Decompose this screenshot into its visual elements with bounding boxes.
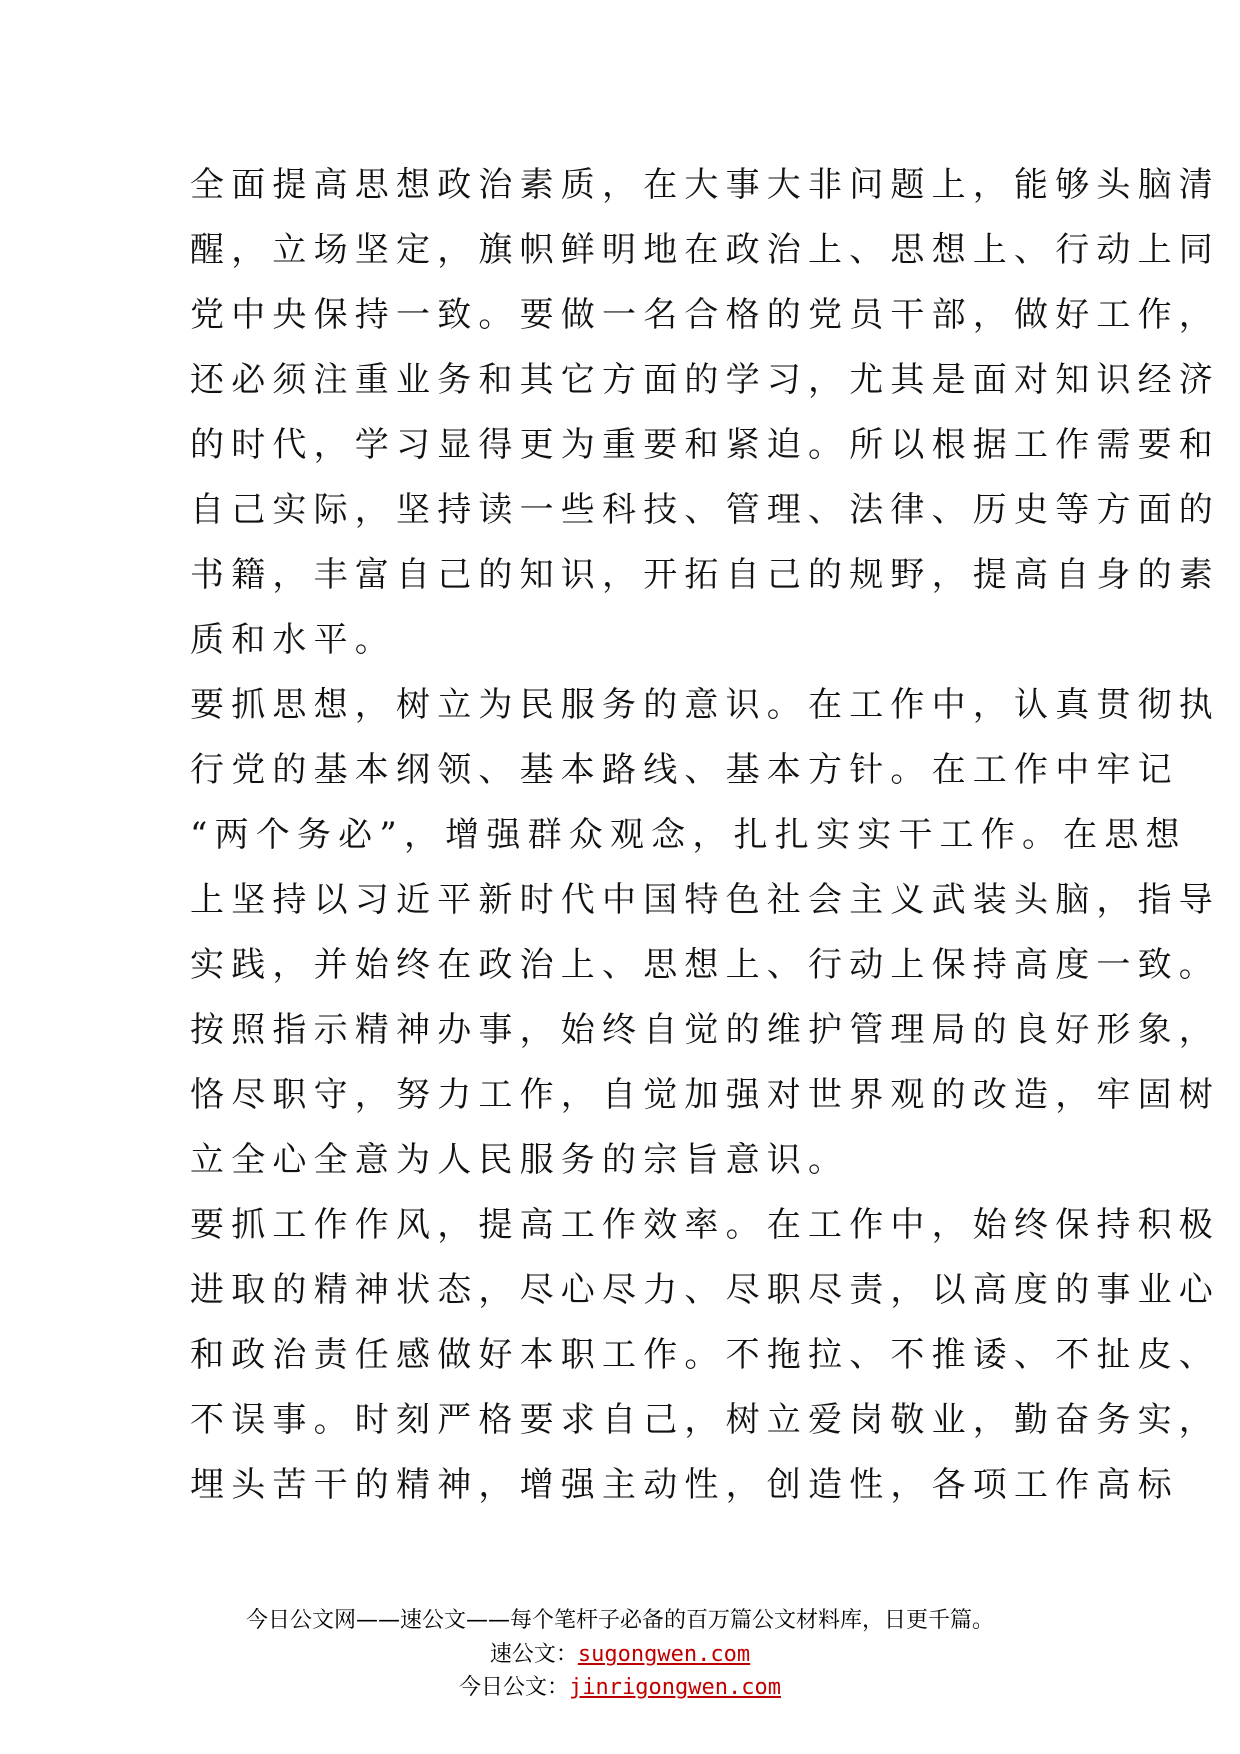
text-line: 进取的精神状态，尽心尽力、尽职尽责，以高度的事业心	[190, 1270, 1220, 1310]
text-line: 恪尽职守，努力工作，自觉加强对世界观的改造，牢固树	[190, 1075, 1220, 1115]
text-line: 全面提高思想政治素质，在大事大非问题上，能够头脑清	[190, 165, 1220, 205]
footer-sugongwen	[0, 1638, 1240, 1671]
text-line: 立全心全意为人民服务的宗旨意识。	[190, 1140, 850, 1180]
page-footer	[0, 1604, 1240, 1704]
text-line: 自己实际，坚持读一些科技、管理、法律、历史等方面的	[190, 490, 1220, 530]
text-line: 还必须注重业务和其它方面的学习，尤其是面对知识经济	[190, 360, 1220, 400]
text-line: 要抓工作作风，提高工作效率。在工作中，始终保持积极	[190, 1205, 1220, 1245]
text-line: 醒，立场坚定，旗帜鲜明地在政治上、思想上、行动上同	[190, 230, 1220, 270]
footer-jinrigongwen	[0, 1671, 1240, 1704]
text-line: 党中央保持一致。要做一名合格的党员干部，做好工作，	[190, 295, 1220, 335]
text-line: 和政治责任感做好本职工作。不拖拉、不推诿、不扯皮、	[190, 1335, 1220, 1375]
text-line: 按照指示精神办事，始终自觉的维护管理局的良好形象，	[190, 1010, 1220, 1050]
text-line: 要抓思想，树立为民服务的意识。在工作中，认真贯彻执	[190, 685, 1220, 725]
text-line: 书籍，丰富自己的知识，开拓自己的规野，提高自身的素	[190, 555, 1220, 595]
jinrigongwen-link[interactable]: jinrigongwen.com	[569, 1675, 781, 1700]
text-line: 上坚持以习近平新时代中国特色社会主义武装头脑，指导	[190, 880, 1220, 920]
text-line: 行党的基本纲领、基本路线、基本方针。在工作中牢记	[190, 750, 1179, 790]
sugongwen-link[interactable]: sugongwen.com	[577, 1642, 751, 1667]
jinrigongwen-label: 今日公文：	[459, 1675, 570, 1700]
text-line: 的时代，学习显得更为重要和紧迫。所以根据工作需要和	[190, 425, 1220, 465]
text-line: 质和水平。	[190, 620, 396, 660]
document-body	[190, 153, 1220, 1518]
footer-slogan: 今日公文网——速公文——每个笔杆子必备的百万篇公文材料库，日更千篇。	[245, 1608, 994, 1633]
text-line: “两个务必”，增强群众观念，扎扎实实干工作。在思想	[190, 815, 1187, 855]
text-line: 不误事。时刻严格要求自己，树立爱岗敬业，勤奋务实，	[190, 1400, 1220, 1440]
sugongwen-label: 速公文：	[489, 1642, 578, 1667]
text-line: 埋头苦干的精神，增强主动性，创造性，各项工作高标	[190, 1465, 1179, 1505]
text-line: 实践，并始终在政治上、思想上、行动上保持高度一致。	[190, 945, 1220, 985]
